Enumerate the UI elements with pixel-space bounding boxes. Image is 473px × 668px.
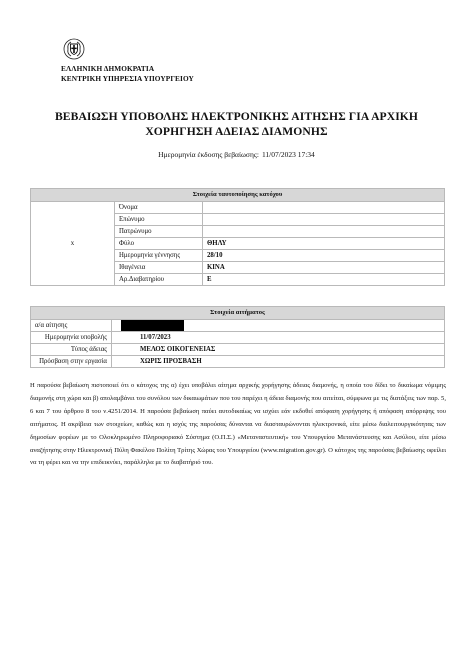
field-label: Τύπος άδειας: [31, 344, 112, 356]
holder-section-header: Στοιχεία ταυτοποίησης κατόχου: [31, 189, 445, 202]
field-label: Αρ.Διαβατηρίου: [115, 274, 203, 286]
table-header-row: [31, 307, 445, 320]
field-label: Πρόσβαση στην εργασία: [31, 356, 112, 368]
field-value-permit-type: ΜΕΛΟΣ ΟΙΚΟΓΕΝΕΙΑΣ: [112, 344, 445, 356]
document-title: [40, 109, 433, 139]
field-label: Ιθαγένεια: [115, 262, 203, 274]
field-label: α/α αίτησης: [31, 320, 112, 332]
document-title-line-2: ΧΟΡΗΓΗΣΗ ΑΔΕΙΑΣ ΔΙΑΜΟΝΗΣ: [145, 125, 328, 138]
field-value-birth-date: 28/10: [203, 250, 445, 262]
field-value-nationality: ΚΙΝΑ: [203, 262, 445, 274]
field-label: Φύλο: [115, 238, 203, 250]
field-label: Όνομα: [115, 202, 203, 214]
field-label: Επώνυμο: [115, 214, 203, 226]
document-title-line-1: ΒΕΒΑΙΩΣΗ ΥΠΟΒΟΛΗΣ ΗΛΕΚΤΡΟΝΙΚΗΣ ΑΙΤΗΣΗΣ ΓΙΑ ΑΡΧΙΚΗ: [54, 110, 419, 123]
table-row: [31, 344, 445, 356]
organization-department: ΚΕΝΤΡΙΚΗ ΥΠΗΡΕΣΙΑ ΥΠΟΥΡΓΕΙΟΥ: [61, 74, 194, 83]
field-label: Ημερομηνία υποβολής: [31, 332, 112, 344]
greek-coat-of-arms-icon: [63, 38, 85, 60]
issue-date-label: Ημερομηνία έκδοσης βεβαίωσης:: [158, 150, 259, 159]
field-value-last-name: [203, 214, 445, 226]
certificate-body-text: Η παρούσα βεβαίωση πιστοποιεί ότι ο κάτοχος της α) έχει υποβάλει αίτημα αρχικής χορήγησης άδειας διαμονής, η οποία του δίδει το δικαίωμα νόμιμης διαμονής στη χώρα και β) απολαμβάνει του συνόλου των δικαιωμάτων που του παρέχει η άδεια διαμονής που αιτείται, σύμφωνα με τις διατάξεις των παρ. 5, 6 και 7 του άρθρου 8 του ν.4251/2014. Η παρούσα βεβαίωση παύει αυτοδικαίως να ισχύει εάν εκδοθεί απόφαση χορήγησης ή απόφαση απόρριψης του αιτήματος. Η ακρίβεια των στοιχείων, καθώς και η ισχύς της παρούσας δύνανται να διασταυρώνονται ηλεκτρονικά, είτε μέσω διαλειτουργικότητας των δημοσίων φορέων με το Ολοκληρωμένο Πληροφοριακό Σύστημα (Ο.Π.Σ.) «Μεταναστευτική» του Υπουργείου Μετανάστευσης και Ασύλου, είτε μέσω αναζήτησης στην Ηλεκτρονική Πύλη Φακέλου Πολίτη Τρίτης Χώρας του Υπουργείου (www.migration.gov.gr). Ο κάτοχος της παρούσας βεβαίωσης οφείλει να τη φέρει και να την επιδεικνύει, παράλληλα με το διαβατήριό του.: [30, 382, 446, 467]
table-row: [31, 332, 445, 344]
field-value-submission-date: 11/07/2023: [112, 332, 445, 344]
table-header-row: [31, 189, 445, 202]
field-value-application-number: [112, 320, 445, 332]
table-row: [31, 356, 445, 368]
field-label: Πατρώνυμο: [115, 226, 203, 238]
field-value-work-access: ΧΩΡΙΣ ΠΡΟΣΒΑΣΗ: [112, 356, 445, 368]
table-row: [31, 320, 445, 332]
field-value-fathers-name: [203, 226, 445, 238]
issue-date: [0, 150, 473, 159]
organization-name: ΕΛΛΗΝΙΚΗ ΔΗΜΟΚΡΑΤΙΑ: [61, 64, 155, 73]
application-section-header: Στοιχεία αιτήματος: [31, 307, 445, 320]
holder-marker: x: [31, 202, 115, 286]
issue-date-value: 11/07/2023 17:34: [261, 150, 315, 159]
table-row: [31, 202, 445, 214]
field-label: Ημερομηνία γέννησης: [115, 250, 203, 262]
redaction-block: [121, 320, 184, 331]
field-value-passport-number: E: [203, 274, 445, 286]
holder-identification-table: [30, 188, 445, 286]
field-value-first-name: [203, 202, 445, 214]
application-details-table: [30, 306, 445, 368]
field-value-gender: ΘΗΛΥ: [203, 238, 445, 250]
